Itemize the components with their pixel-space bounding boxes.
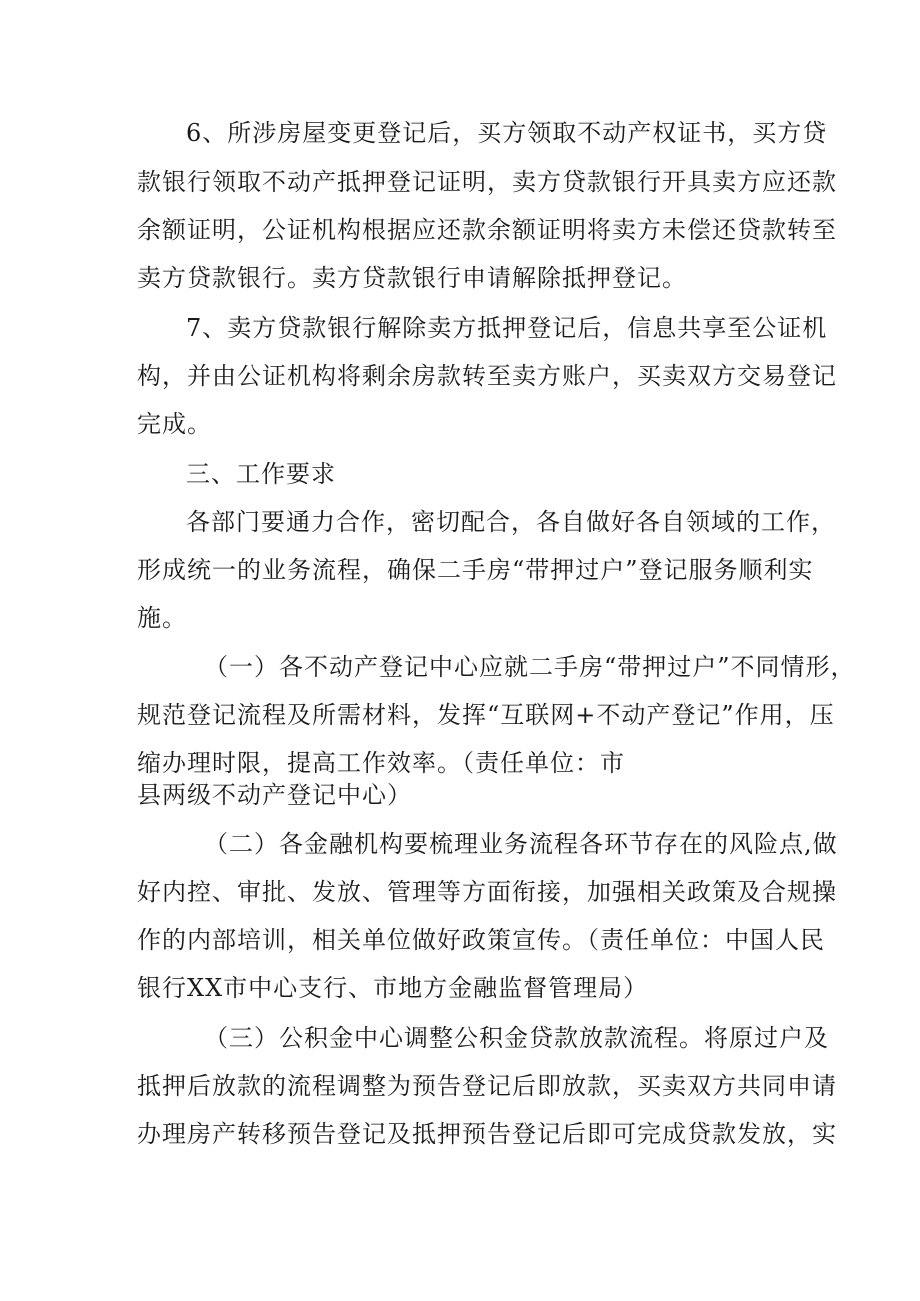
clause-2-line-4: 银行XX市中心支行、市地方金融监督管理局） — [137, 974, 649, 1002]
clause-2-line-1: （二）各金融机构要梳理业务流程各环节存在的风险点,做 — [204, 830, 838, 858]
requirements-line-2: 形成统一的业务流程，确保二手房“带押过户”登记服务顺利实 — [137, 556, 814, 584]
item-6-line-4: 卖方贷款银行。卖方贷款银行申请解除抵押登记。 — [137, 264, 687, 292]
clause-1-line-2: 规范登记流程及所需材料，发挥“互联网+不动产登记”作用，压 — [137, 701, 835, 729]
requirements-line-1: 各部门要通力合作，密切配合，各自做好各自领域的工作， — [186, 508, 836, 536]
item-7-line-2: 构，并由公证机构将剩余房款转至卖方账户，买卖双方交易登记 — [137, 362, 837, 390]
item-6-line-2: 款银行领取不动产抵押登记证明，卖方贷款银行开具卖方应还款 — [137, 168, 837, 196]
clause-1-line-1: （一）各不动产登记中心应就二手房“带押过户”不同情形， — [204, 653, 856, 681]
item-6-line-1: 6、所涉房屋变更登记后，买方领取不动产权证书，买方贷 — [186, 119, 828, 147]
clause-1-line-3: 缩办理时限，提高工作效率。（责任单位：市 — [137, 749, 625, 777]
item-6-line-3: 余额证明，公证机构根据应还款余额证明将卖方未偿还贷款转至 — [137, 216, 837, 244]
clause-2-line-2: 好内控、审批、发放、管理等方面衔接，加强相关政策及合规操 — [137, 878, 837, 906]
requirements-line-3: 施。 — [137, 604, 187, 632]
section-heading: 三、工作要求 — [186, 460, 336, 488]
clause-3-line-3: 办理房产转移预告登记及抵押预告登记后即可完成贷款发放，实 — [137, 1120, 837, 1148]
clause-3-line-2: 抵押后放款的流程调整为预告登记后即放款，买卖双方共同申请 — [137, 1072, 837, 1100]
item-7-line-3: 完成。 — [137, 410, 212, 438]
clause-1-line-4: 县两级不动产登记中心） — [137, 781, 412, 809]
clause-3-line-1: （三）公积金中心调整公积金贷款放款流程。将原过户及 — [204, 1024, 829, 1052]
clause-2-line-3: 作的内部培训，相关单位做好政策宣传。（责任单位：中国人民 — [137, 926, 825, 954]
item-7-line-1: 7、卖方贷款银行解除卖方抵押登记后，信息共享至公证机 — [186, 314, 828, 342]
